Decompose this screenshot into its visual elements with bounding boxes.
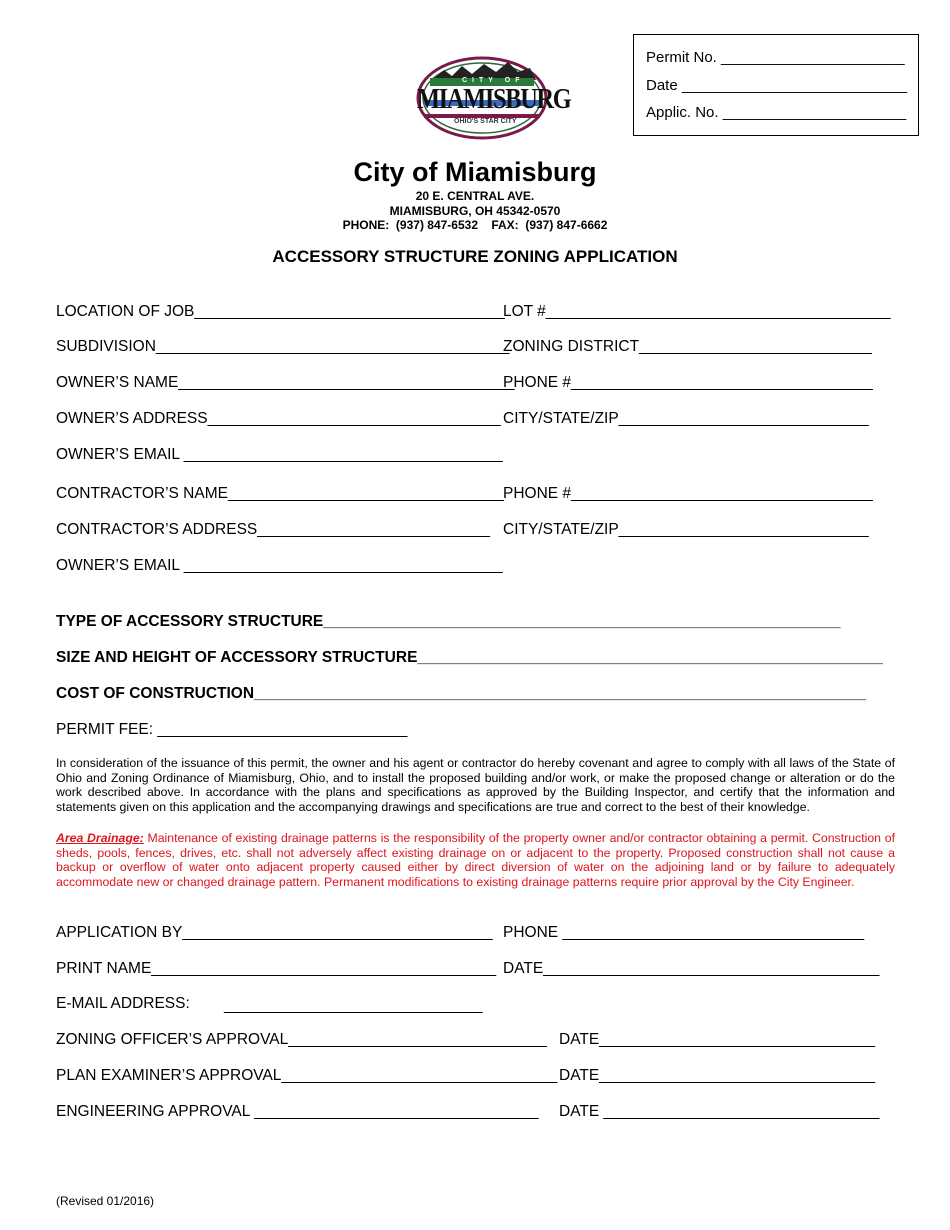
drainage-label: Area Drainage: xyxy=(56,831,144,845)
structure-type-field[interactable]: TYPE OF ACCESSORY STRUCTURE____________________________________________________________ xyxy=(56,613,841,630)
phone-fax-line: PHONE: (937) 847-6532 FAX: (937) 847-6662 xyxy=(342,218,608,232)
applic-no-field[interactable]: Applic. No. ______________________ xyxy=(646,104,907,121)
city-title: City of Miamisburg xyxy=(353,157,597,187)
logo-slogan: OHIO'S STAR CITY xyxy=(454,118,517,125)
city-logo xyxy=(414,54,571,142)
email-address-label: E-MAIL ADDRESS: xyxy=(56,995,190,1012)
applicant-phone-field[interactable]: PHONE ___________________________________ xyxy=(503,924,865,941)
application-date-field[interactable]: DATE_______________________________________ xyxy=(503,960,880,977)
construction-cost-field[interactable]: COST OF CONSTRUCTION_______________________________________________________________________ xyxy=(56,685,867,702)
contractor-phone-field[interactable]: PHONE #___________________________________ xyxy=(503,485,873,502)
owner-address-field[interactable]: OWNER’S ADDRESS__________________________________ xyxy=(56,410,501,427)
owner-city-state-zip-field[interactable]: CITY/STATE/ZIP_____________________________ xyxy=(503,410,869,427)
zoning-district-field[interactable]: ZONING DISTRICT___________________________ xyxy=(503,338,872,355)
zoning-approval-date-field[interactable]: DATE________________________________ xyxy=(559,1031,876,1048)
engineering-approval-field[interactable]: ENGINEERING APPROVAL _________________________________ xyxy=(56,1103,539,1120)
owner-email-field[interactable]: OWNER’S EMAIL _____________________________________ xyxy=(56,446,503,463)
permit-no-field[interactable]: Permit No. ______________________ xyxy=(646,49,905,66)
contractor-owner-email-field[interactable]: OWNER’S EMAIL _____________________________________ xyxy=(56,557,503,574)
revision-note: (Revised 01/2016) xyxy=(56,1194,155,1208)
contractor-name-field[interactable]: CONTRACTOR’S NAME________________________________ xyxy=(56,485,504,502)
plan-approval-date-field[interactable]: DATE________________________________ xyxy=(559,1067,876,1084)
engineering-approval-date-field[interactable]: DATE ________________________________ xyxy=(559,1103,880,1120)
lot-number-field[interactable]: LOT #________________________________________ xyxy=(503,303,891,320)
contractor-address-field[interactable]: CONTRACTOR’S ADDRESS___________________________ xyxy=(56,521,490,538)
zoning-officer-approval-field[interactable]: ZONING OFFICER’S APPROVAL______________________________ xyxy=(56,1031,547,1048)
contractor-city-state-zip-field[interactable]: CITY/STATE/ZIP_____________________________ xyxy=(503,521,869,538)
application-by-field[interactable]: APPLICATION BY____________________________________ xyxy=(56,924,493,941)
form-title: ACCESSORY STRUCTURE ZONING APPLICATION xyxy=(272,247,678,266)
permit-fee-field[interactable]: PERMIT FEE: _____________________________ xyxy=(56,721,408,738)
consent-paragraph: In consideration of the issuance of this permit, the owner and his agent or contractor do hereby covenant and agree to comply with all laws of the State of Ohio and Zoning Ordinance of Miamisburg, Ohio, and to install the proposed building and/or work, or make the proposed change or alteration or do the work described above. In accordance with the plans and specifications as approved by the Building Inspector, and certify that the information and statements given on this application and the accompanying drawings and specifications are true and correct to the best of their knowledge. xyxy=(56,756,895,814)
location-of-job-field[interactable]: LOCATION OF JOB____________________________________ xyxy=(56,303,505,320)
owner-name-field[interactable]: OWNER’S NAME_______________________________________ xyxy=(56,374,515,391)
owner-phone-field[interactable]: PHONE #___________________________________ xyxy=(503,374,873,391)
address-line-1: 20 E. CENTRAL AVE. xyxy=(415,189,535,203)
permit-date-field[interactable]: Date ___________________________ xyxy=(646,77,908,94)
subdivision-field[interactable]: SUBDIVISION_________________________________________ xyxy=(56,338,510,355)
address-line-2: MIAMISBURG, OH 45342-0570 xyxy=(389,204,561,218)
logo-name: MIAMISBURG xyxy=(417,84,571,115)
permit-info-box xyxy=(633,34,919,136)
drainage-text: Maintenance of existing drainage patterns is the responsibility of the property owner and/or contractor obtaining a permit. Construction of sheds, pools, fences, drives, etc. shall not adversely affect existing drainage on or adjacent to the property. Proposed construction shall not cause a backup or overflow of water onto adjacent property caused either by direct diversion of water on the adjoining land or by failure to adequately accommodate new or changed drainage pattern. Permanent modifications to existing drainage patterns require prior approval by the City Engineer. xyxy=(56,831,895,889)
logo-top-text: CITY OF xyxy=(462,77,525,84)
email-address-field[interactable]: ______________________________ xyxy=(224,997,483,1014)
drainage-notice xyxy=(56,831,895,889)
print-name-field[interactable]: PRINT NAME________________________________________ xyxy=(56,960,497,977)
structure-size-height-field[interactable]: SIZE AND HEIGHT OF ACCESSORY STRUCTURE______________________________________________________ xyxy=(56,649,883,666)
plan-examiner-approval-field[interactable]: PLAN EXAMINER’S APPROVAL________________________________ xyxy=(56,1067,558,1084)
